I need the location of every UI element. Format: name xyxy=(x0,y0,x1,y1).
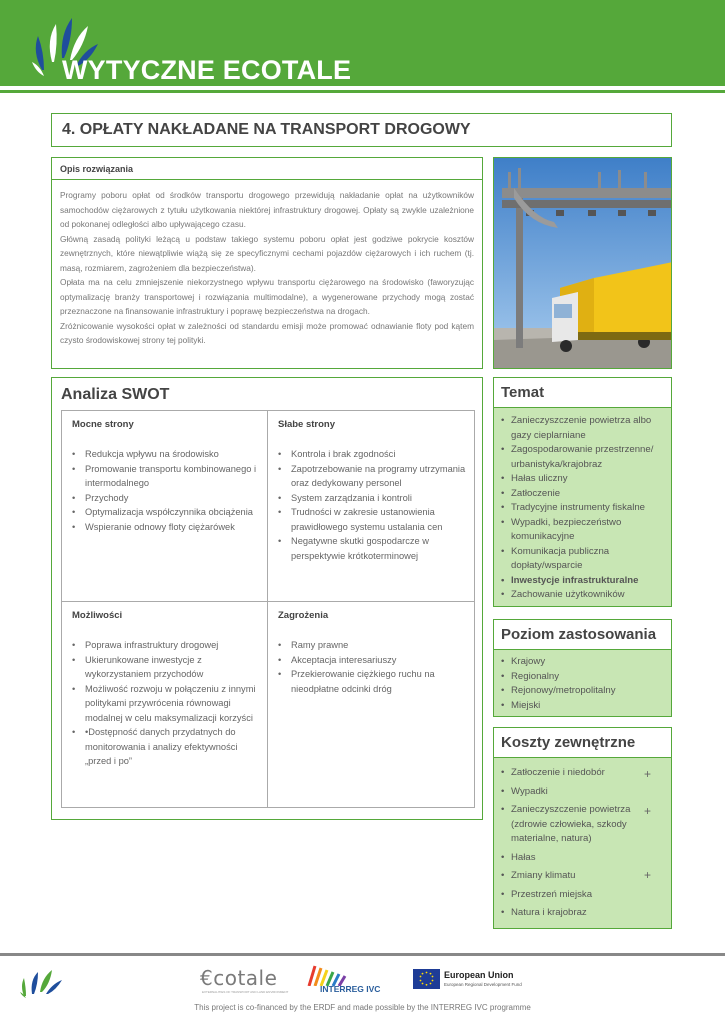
list-item: • Wypadki xyxy=(499,785,634,800)
swot-strengths-list xyxy=(70,447,266,534)
list-item: • Regionalny xyxy=(499,670,669,685)
swot-weaknesses xyxy=(268,411,474,602)
ecotale-logo xyxy=(200,966,295,996)
solution-description-box xyxy=(51,157,483,369)
application-level-list xyxy=(499,655,669,713)
list-item: • Kontrola i brak zgodności xyxy=(276,447,472,462)
swot-opportunities-heading: Możliwości xyxy=(72,610,123,621)
section-title: 4. OPŁATY NAKŁADANE NA TRANSPORT DROGOWY xyxy=(62,121,471,138)
toll-gantry-photo xyxy=(493,157,672,369)
interreg-logo xyxy=(305,964,405,1000)
list-item: • Zachowanie użytkowników xyxy=(499,588,669,603)
list-item: • Hałas xyxy=(499,851,634,866)
topic-list xyxy=(499,414,669,603)
description-paragraph: Opłata ma na celu zmniejszenie niekorzystnego wpływu transportu ciężarowego na środowisko (faworyzując optymalizację branży transportowej i rozwiązania multimodalne), a wygenerowane przychody mogą zostać przeznaczone na finansowanie infrastruktury i poprawę bezpieczeństwa na drogach. xyxy=(60,277,474,316)
list-item: • Hałas uliczny xyxy=(499,472,669,487)
ecotale-tagline: EXTERNALITIES OF TRANSPORT AND LAND ENVIRONMENT xyxy=(202,990,289,994)
list-item: • Zatłoczenie xyxy=(499,487,669,502)
list-item: • Przestrzeń miejska xyxy=(499,888,634,903)
swot-opportunities-list xyxy=(70,638,266,769)
list-item: • System zarządzania i kontroli xyxy=(276,491,472,506)
list-item: • Możliwość rozwoju w połączeniu z innymi politykami przywrócenia równowagi modalnej w celu maksymalizacji korzyści xyxy=(70,682,266,726)
list-item: • Optymalizacja współczynnika obciążenia xyxy=(70,505,266,520)
external-costs-box xyxy=(493,727,672,929)
eu-title: European Union xyxy=(444,970,514,980)
application-level-box xyxy=(493,619,672,717)
list-item: • Przychody xyxy=(70,491,266,506)
document-title: WYTYCZNE ECOTALE xyxy=(62,55,352,85)
list-item: • Miejski xyxy=(499,699,669,714)
footer-note: This project is co-financed by the ERDF and made possible by the INTERREG IVC programme xyxy=(194,1003,531,1012)
external-costs-list xyxy=(499,766,634,925)
swot-threats xyxy=(268,602,474,807)
list-item: • Zapotrzebowanie na programy utrzymania oraz dedykowany personel xyxy=(276,462,472,491)
external-costs-title: Koszty zewnętrzne xyxy=(501,734,636,751)
solution-description-heading: Opis rozwiązania xyxy=(60,164,134,174)
list-item: • Negatywne skutki gospodarcze w perspektywie krótkoterminowej xyxy=(276,534,472,563)
list-item: • Zmiany klimatu xyxy=(499,869,634,884)
list-item: • Rejonowy/metropolitalny xyxy=(499,684,669,699)
application-level-title: Poziom zastosowania xyxy=(501,626,657,643)
list-item: • Komunikacja publiczna dopłaty/wsparcie xyxy=(499,545,669,574)
solution-description-header xyxy=(52,158,482,180)
plus-mark: + xyxy=(644,804,652,818)
external-costs-header xyxy=(494,728,671,758)
plus-mark: + xyxy=(644,868,652,882)
footer-divider xyxy=(0,953,725,956)
swot-strengths xyxy=(62,411,268,602)
list-item: • Tradycyjne instrumenty fiskalne xyxy=(499,501,669,516)
list-item: • Zatłoczenie i niedobór xyxy=(499,766,634,781)
eu-logo xyxy=(413,969,553,999)
description-paragraph: Programy poboru opłat od środków transportu drogowego przewidują nakładanie opłat na użytkowników samochodów ciężarowych z tytułu użytkowania niektórej infrastruktury drogowej. Opłaty są zwykle uzależnione od pokonanej odległości albo upływającego czasu. xyxy=(60,190,474,229)
interreg-rainbow-icon xyxy=(305,964,405,986)
list-item: • Trudności w zakresie ustanowienia prawidłowego systemu ustalania cen xyxy=(276,505,472,534)
eu-subtitle: European Regional Development Fund xyxy=(444,982,522,987)
list-item: • Przekierowanie ciężkiego ruchu na nieodpłatne odcinki dróg xyxy=(276,667,472,696)
list-item: • Redukcja wpływu na środowisko xyxy=(70,447,266,462)
footer-leaves-logo xyxy=(18,966,64,998)
plus-mark: + xyxy=(644,767,652,781)
topic-header xyxy=(494,378,671,408)
swot-weaknesses-list xyxy=(276,447,472,563)
swot-strengths-heading: Mocne strony xyxy=(72,419,134,430)
section-title-box xyxy=(51,113,672,147)
ecotale-wordmark: €cotale xyxy=(200,966,278,990)
solution-description-text xyxy=(60,188,474,348)
eu-flag-icon xyxy=(413,969,440,989)
topic-box xyxy=(493,377,672,607)
interreg-wordmark: INTERREG IVC xyxy=(320,984,381,994)
list-item: • Inwestycje infrastrukturalne xyxy=(499,574,669,589)
swot-threats-heading: Zagrożenia xyxy=(278,610,329,621)
list-item: • Promowanie transportu kombinowanego i intermodalnego xyxy=(70,462,266,491)
swot-analysis-box xyxy=(51,377,483,820)
swot-threats-list xyxy=(276,638,472,696)
toll-gantry-illustration xyxy=(494,158,672,369)
list-item: • Ukierunkowane inwestycje z wykorzystaniem przychodów xyxy=(70,653,266,682)
topic-title: Temat xyxy=(501,384,545,401)
list-item: • Akceptacja interesariuszy xyxy=(276,653,472,668)
list-item: • Zanieczyszczenie powietrza albo gazy cieplarniane xyxy=(499,414,669,443)
list-item: • Wspieranie odnowy floty ciężarówek xyxy=(70,520,266,535)
list-item: • Wypadki, bezpieczeństwo komunikacyjne xyxy=(499,516,669,545)
swot-grid xyxy=(61,410,475,808)
list-item: • •Dostępność danych przydatnych do monitorowania i analizy efektywności „przed i po” xyxy=(70,725,266,769)
swot-weaknesses-heading: Słabe strony xyxy=(278,419,336,430)
header-bar xyxy=(0,0,725,86)
description-paragraph: Zróżnicowanie wysokości opłat w zależności od standardu emisji może promować odnawianie floty pod kątem czysto środowiskowej strony tej polityki. xyxy=(60,320,474,345)
swot-title: Analiza SWOT xyxy=(61,386,170,403)
header-divider-green xyxy=(0,90,725,93)
list-item: • Krajowy xyxy=(499,655,669,670)
list-item: • Zagospodarowanie przestrzenne/ urbanistyka/krajobraz xyxy=(499,443,669,472)
application-level-header xyxy=(494,620,671,650)
swot-opportunities xyxy=(62,602,268,807)
list-item: • Zanieczyszczenie powietrza (zdrowie człowieka, szkody materialne, natura) xyxy=(499,803,634,847)
list-item: • Natura i krajobraz xyxy=(499,906,634,921)
list-item: • Ramy prawne xyxy=(276,638,472,653)
list-item: • Poprawa infrastruktury drogowej xyxy=(70,638,266,653)
description-paragraph: Główną zasadą polityki leżącą u podstaw takiego systemu poboru opłat jest godziwe pokrycie kosztów zewnętrznych, które niewątpliwie wiążą się ze specyficznymi cechami pojazdów ciężarowych i ich ruchem (tj. masą, rozmiarem, zagrożeniem dla bezpieczeństwa). xyxy=(60,233,474,273)
